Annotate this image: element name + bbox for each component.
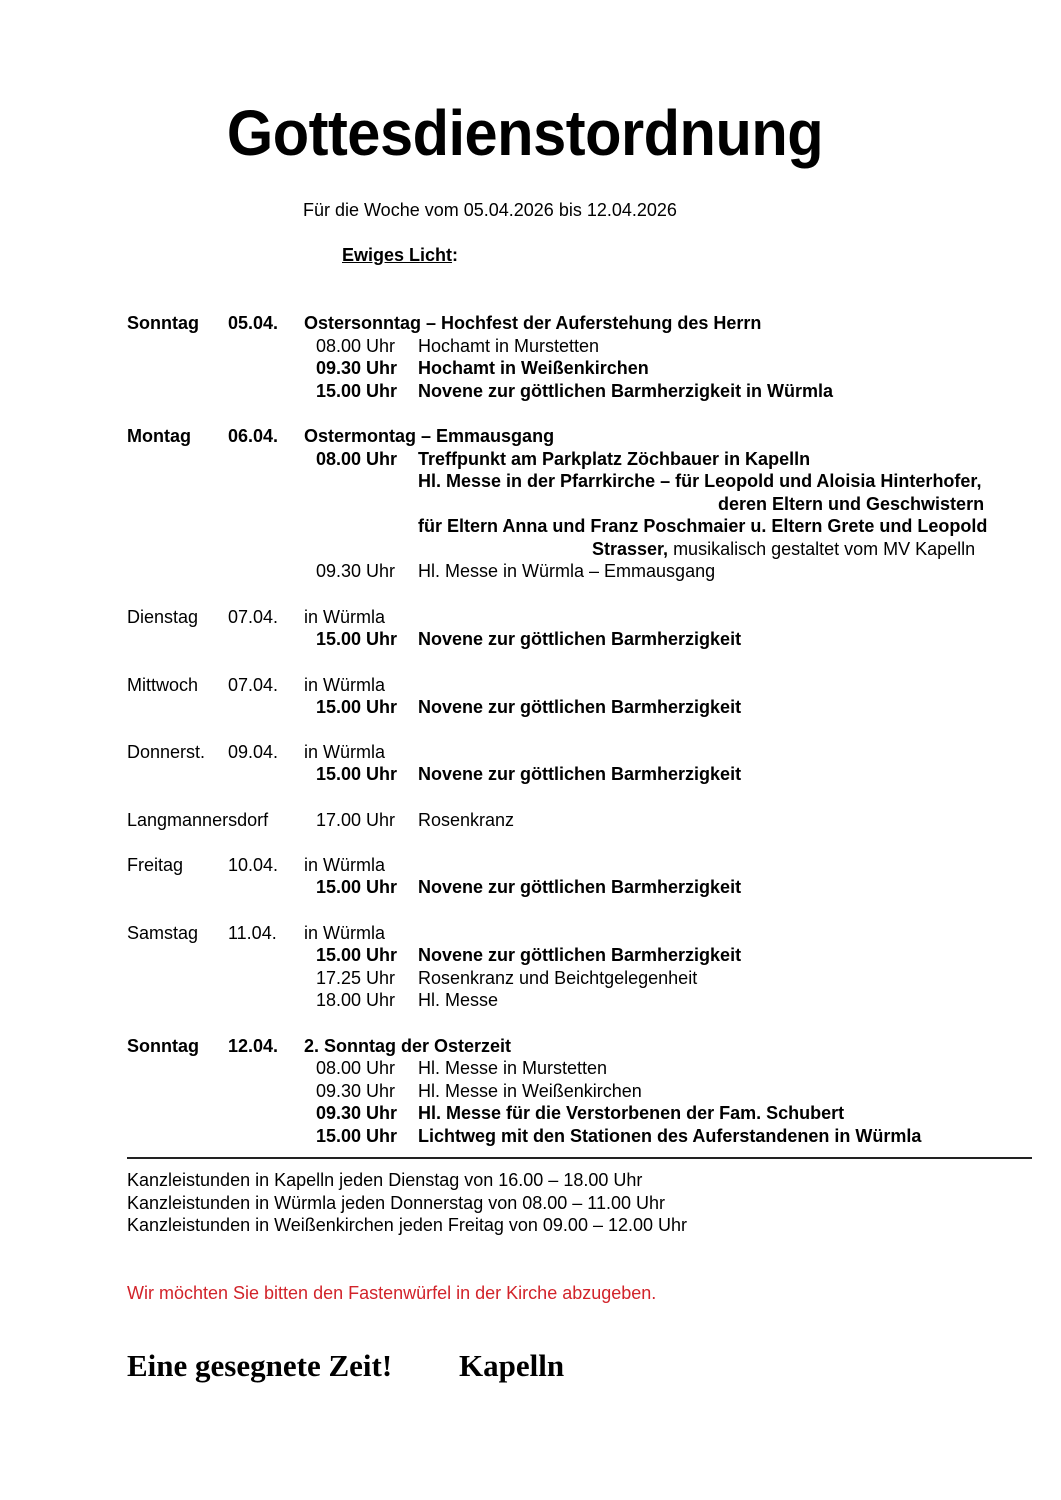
mass-intention-line: deren Eltern und Geschwistern: [718, 494, 985, 514]
event-text: Hochamt in Murstetten: [418, 336, 600, 356]
day-date: 07.04.: [228, 607, 279, 627]
day-place: in Würmla: [304, 742, 386, 762]
event-text: Novene zur göttlichen Barmherzigkeit: [418, 877, 742, 897]
closing-greeting: Eine gesegnete Zeit!: [127, 1348, 393, 1383]
event-text: Lichtweg mit den Stationen des Auferstandenen in Würmla: [418, 1126, 922, 1146]
event-text: Hl. Messe: [418, 990, 499, 1010]
event-text: Hl. Messe für die Verstorbenen der Fam. Schubert: [418, 1103, 845, 1123]
event-time: 15.00 Uhr: [316, 697, 398, 717]
day-place: in Würmla: [304, 675, 386, 695]
day-name: Sonntag: [127, 1036, 199, 1056]
day-heading: Ostermontag – Emmausgang: [304, 426, 555, 446]
closing-parish: Kapelln: [459, 1348, 565, 1383]
event-text: Rosenkranz und Beichtgelegenheit: [418, 968, 698, 988]
intention-name: Strasser,: [592, 539, 669, 559]
day-place: in Würmla: [304, 855, 386, 875]
day-date: 06.04.: [228, 426, 279, 446]
day-date: 10.04.: [228, 855, 279, 875]
week-range: Für die Woche vom 05.04.2026 bis 12.04.2026: [303, 200, 677, 220]
event-time: 08.00 Uhr: [316, 336, 396, 356]
event-text: Novene zur göttlichen Barmherzigkeit: [418, 945, 742, 965]
event-text: Novene zur göttlichen Barmherzigkeit: [418, 697, 742, 717]
event-time: 09.30 Uhr: [316, 358, 398, 378]
event-time: 08.00 Uhr: [316, 1058, 396, 1078]
divider-line: [127, 1157, 1032, 1159]
day-date: 12.04.: [228, 1036, 279, 1056]
ewiges-licht-label: [342, 245, 458, 266]
event-time: 15.00 Uhr: [316, 945, 398, 965]
event-text: Novene zur göttlichen Barmherzigkeit: [418, 764, 742, 784]
intention-note: musikalisch gestaltet vom MV Kapelln: [668, 539, 976, 559]
event-text: Hl. Messe in Würmla – Emmausgang: [418, 561, 716, 581]
event-text: Novene zur göttlichen Barmherzigkeit: [418, 629, 742, 649]
day-name: Freitag: [127, 855, 184, 875]
day-name: Dienstag: [127, 607, 199, 627]
event-text: Hochamt in Weißenkirchen: [418, 358, 649, 378]
day-place: in Würmla: [304, 923, 386, 943]
mass-intention-line: [592, 538, 975, 561]
day-date: 11.04.: [228, 923, 277, 943]
event-text: Treffpunkt am Parkplatz Zöchbauer in Kapelln: [418, 449, 811, 469]
event-time: 15.00 Uhr: [316, 1126, 398, 1146]
day-date: 05.04.: [228, 313, 279, 333]
event-time: 09.30 Uhr: [316, 1103, 398, 1123]
office-hours-kapelln: Kanzleistunden in Kapelln jeden Dienstag von 16.00 – 18.00 Uhr: [127, 1170, 643, 1190]
event-time: 09.30 Uhr: [316, 561, 396, 581]
ewiges-licht-text: Ewiges Licht: [342, 245, 453, 265]
ewiges-licht-colon: :: [452, 245, 459, 265]
day-heading: 2. Sonntag der Osterzeit: [304, 1036, 512, 1056]
place-name: Langmannersdorf: [127, 810, 269, 830]
event-time: 09.30 Uhr: [316, 1081, 396, 1101]
event-text: Hl. Messe in Weißenkirchen: [418, 1081, 642, 1101]
day-name: Mittwoch: [127, 675, 199, 695]
event-time: 17.00 Uhr: [316, 810, 396, 830]
event-time: 15.00 Uhr: [316, 877, 398, 897]
day-name: Samstag: [127, 923, 199, 943]
event-text: Hl. Messe in Murstetten: [418, 1058, 608, 1078]
office-hours-weissenkirchen: Kanzleistunden in Weißenkirchen jeden Freitag von 09.00 – 12.00 Uhr: [127, 1215, 688, 1235]
fastenwuerfel-notice: Wir möchten Sie bitten den Fastenwürfel in der Kirche abzugeben.: [127, 1283, 657, 1303]
day-name: Sonntag: [127, 313, 199, 333]
event-time: 18.00 Uhr: [316, 990, 396, 1010]
office-hours-wuermla: Kanzleistunden in Würmla jeden Donnerstag von 08.00 – 11.00 Uhr: [127, 1193, 665, 1213]
event-time: 15.00 Uhr: [316, 764, 398, 784]
event-text: Novene zur göttlichen Barmherzigkeit in Würmla: [418, 381, 834, 401]
event-text: Rosenkranz: [418, 810, 515, 830]
day-date: 09.04.: [228, 742, 279, 762]
event-time: 08.00 Uhr: [316, 449, 398, 469]
day-heading: Ostersonntag – Hochfest der Auferstehung des Herrn: [304, 313, 762, 333]
page-title: Gottesdienstordnung: [226, 97, 824, 169]
mass-intention-line: für Eltern Anna und Franz Poschmaier u. Eltern Grete und Leopold: [418, 516, 988, 536]
day-date: 07.04.: [228, 675, 279, 695]
mass-intention-line: Hl. Messe in der Pfarrkirche – für Leopold und Aloisia Hinterhofer,: [418, 471, 982, 491]
event-time: 17.25 Uhr: [316, 968, 396, 988]
event-time: 15.00 Uhr: [316, 381, 398, 401]
day-name: Montag: [127, 426, 191, 446]
day-place: in Würmla: [304, 607, 386, 627]
event-time: 15.00 Uhr: [316, 629, 398, 649]
day-name: Donnerst.: [127, 742, 206, 762]
